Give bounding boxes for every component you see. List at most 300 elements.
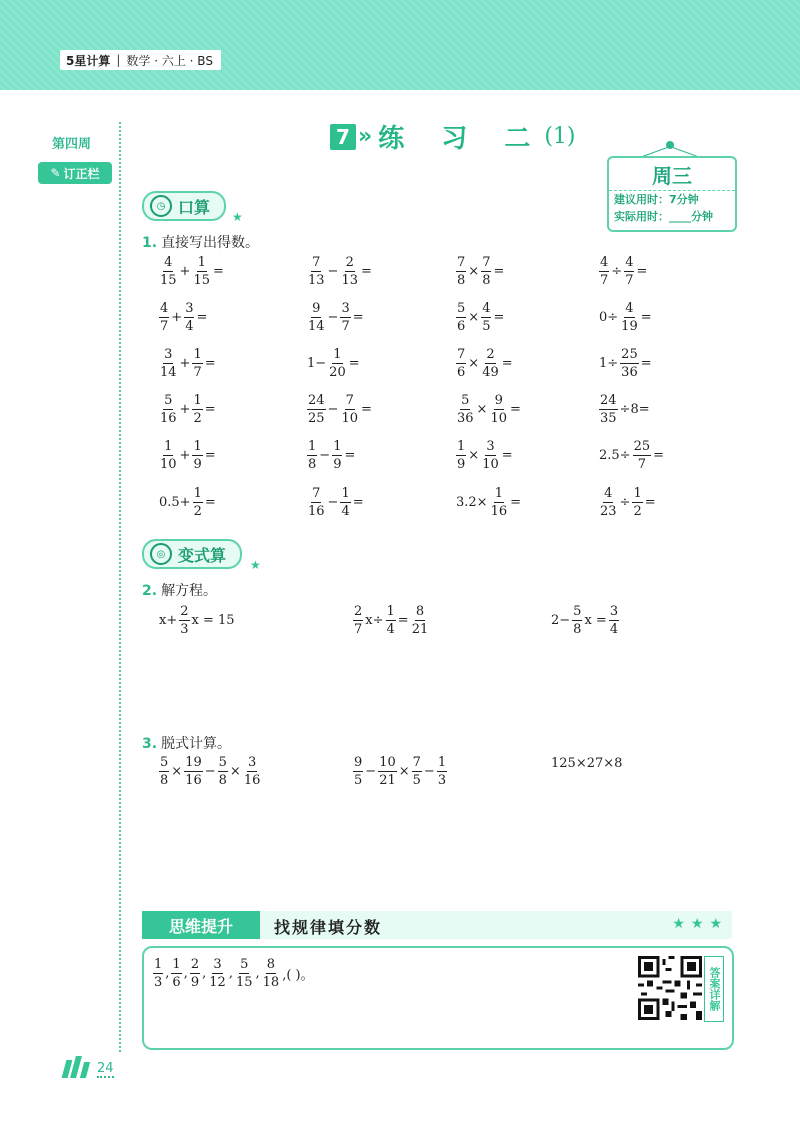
denominator: 21 <box>379 773 396 788</box>
numerator: 25 <box>621 347 638 362</box>
fraction <box>243 756 262 787</box>
operator: − <box>327 264 339 279</box>
operator: = <box>493 310 505 325</box>
denominator: 16 <box>185 773 202 788</box>
operator: x+ <box>159 613 178 628</box>
q2-equation <box>352 605 430 636</box>
fraction <box>159 348 178 379</box>
book-spines-icon <box>64 1056 91 1078</box>
fraction <box>572 605 582 636</box>
q1-expression <box>598 487 657 518</box>
numerator: 2 <box>345 255 354 270</box>
fraction <box>307 302 326 333</box>
denominator: 5 <box>412 773 421 788</box>
operator: × <box>468 448 480 463</box>
fraction <box>184 302 194 333</box>
numerator: 1 <box>494 486 503 501</box>
fraction <box>481 440 500 471</box>
fraction <box>620 302 639 333</box>
fraction <box>235 958 254 989</box>
fraction <box>153 958 163 989</box>
fraction <box>456 394 475 425</box>
operator: + <box>179 264 191 279</box>
numerator: 5 <box>240 957 249 972</box>
star-icon: ★ <box>250 558 261 572</box>
numerator: 4 <box>604 486 613 501</box>
q2-equation <box>550 605 620 636</box>
target-icon: ◎ <box>150 543 172 565</box>
q1-expression <box>306 440 356 471</box>
fraction <box>218 756 228 787</box>
q1-expression <box>598 256 648 287</box>
q1-expression <box>455 487 522 518</box>
numerator: 1 <box>457 439 466 454</box>
denominator: 3 <box>180 622 189 637</box>
operator: , <box>183 966 188 981</box>
q2-number: 2. <box>142 583 158 599</box>
fraction <box>632 487 642 518</box>
operator: = <box>501 448 513 463</box>
numerator: 1 <box>193 393 202 408</box>
operator: = <box>510 495 522 510</box>
title-text: 练 习 二 <box>378 124 545 154</box>
q2-equation <box>158 605 236 636</box>
operator: 125×27×8 <box>551 756 623 771</box>
operator: = <box>204 448 216 463</box>
numerator: 3 <box>341 301 350 316</box>
operator: , <box>202 966 207 981</box>
denominator: 9 <box>193 457 202 472</box>
denominator: 4 <box>341 504 350 519</box>
operator: × <box>229 764 241 779</box>
operator: = <box>348 356 360 371</box>
operator: = <box>204 356 216 371</box>
denominator: 14 <box>160 365 177 380</box>
q1-expression <box>455 394 522 425</box>
operator: × <box>398 764 410 779</box>
operator: = <box>501 356 513 371</box>
fraction <box>456 302 466 333</box>
actual-time: 实际用时：____分钟 <box>614 210 713 223</box>
operator: + <box>179 356 191 371</box>
numerator: 24 <box>600 393 617 408</box>
book-tag <box>60 50 221 70</box>
numerator: 7 <box>482 255 491 270</box>
operator: 2− <box>551 613 571 628</box>
numerator: 1 <box>308 439 317 454</box>
denominator: 3 <box>154 975 163 990</box>
operator: 1− <box>307 356 327 371</box>
operator: = <box>640 356 652 371</box>
page-number: 24 <box>97 1061 114 1076</box>
q1-expression <box>158 348 217 379</box>
numerator: 7 <box>345 393 354 408</box>
q1-number: 1. <box>142 235 158 251</box>
numerator: 7 <box>312 486 321 501</box>
fraction <box>599 394 618 425</box>
denominator: 10 <box>490 411 507 426</box>
denominator: 4 <box>386 622 395 637</box>
numerator: 24 <box>308 393 325 408</box>
q1-expression <box>306 348 361 379</box>
numerator: 1 <box>193 439 202 454</box>
fraction <box>159 394 178 425</box>
numerator: 7 <box>412 755 421 770</box>
operator: ÷ <box>611 264 623 279</box>
numerator: 1 <box>193 486 202 501</box>
fraction <box>340 302 350 333</box>
suggested-time: 建议用时：7分钟 <box>614 193 699 206</box>
numerator: 1 <box>437 755 447 770</box>
sequence-expression <box>152 958 315 989</box>
denominator: 5 <box>354 773 363 788</box>
operator: = <box>510 402 521 417</box>
q2-prompt <box>142 580 217 600</box>
denominator: 2 <box>193 411 202 426</box>
q2-text: 解方程。 <box>161 583 218 599</box>
week-label: 第四周 <box>52 137 92 152</box>
fraction <box>208 958 227 989</box>
chevron-right-icon: » <box>358 124 373 149</box>
denominator: 7 <box>354 622 363 637</box>
numerator: 1 <box>197 255 206 270</box>
stopwatch-icon: ◷ <box>150 195 172 217</box>
operator: × <box>468 264 480 279</box>
q1-expression <box>158 256 225 287</box>
numerator: 9 <box>312 301 321 316</box>
q1-expression <box>306 394 373 425</box>
numerator: 5 <box>160 755 169 770</box>
q1-expression <box>598 394 651 425</box>
operator: = <box>352 310 364 325</box>
operator: , <box>228 966 233 981</box>
q3-expression <box>352 756 448 787</box>
operator: = <box>204 402 216 417</box>
fraction <box>378 756 397 787</box>
fraction <box>192 394 202 425</box>
fraction <box>307 440 317 471</box>
denominator: 13 <box>308 273 325 288</box>
denominator: 6 <box>457 365 466 380</box>
denominator: 8 <box>160 773 169 788</box>
fraction <box>192 256 211 287</box>
q3-prompt <box>142 733 231 753</box>
operator: = <box>493 264 505 279</box>
thinking-title: 找规律填分数 <box>274 918 383 937</box>
page-title <box>330 118 576 155</box>
q1-expression <box>306 487 365 518</box>
fraction <box>599 256 609 287</box>
denominator: 15 <box>193 273 210 288</box>
q1-expression <box>306 256 373 287</box>
fraction <box>184 756 203 787</box>
numerator: 3 <box>164 347 173 362</box>
fraction <box>192 440 202 471</box>
q1-expression <box>455 348 514 379</box>
operator: x = <box>584 613 607 628</box>
denominator: 21 <box>411 622 429 637</box>
fraction <box>190 958 200 989</box>
numerator: 1 <box>333 439 342 454</box>
day-label: 周三 <box>609 158 735 191</box>
fraction <box>353 756 363 787</box>
operator: ÷ <box>619 495 631 510</box>
sidebar-divider <box>119 122 121 1052</box>
page-footer <box>64 1056 114 1078</box>
numerator: 1 <box>633 486 642 501</box>
answer-detail-tag[interactable]: 答案详解 <box>704 956 724 1022</box>
qr-code-icon[interactable] <box>638 956 702 1020</box>
q1-expression <box>455 302 505 333</box>
denominator: 12 <box>209 975 226 990</box>
numerator: 19 <box>185 755 202 770</box>
fraction <box>620 348 639 379</box>
operator: − <box>327 402 339 417</box>
section-variant <box>142 539 242 569</box>
denominator: 25 <box>308 411 325 426</box>
thinking-tag: 思维提升 <box>142 911 260 939</box>
denominator: 6 <box>457 319 466 334</box>
fraction <box>481 302 491 333</box>
numerator: 4 <box>600 255 609 270</box>
operator: = <box>653 448 665 463</box>
operator: = <box>196 310 208 325</box>
numerator: 1 <box>164 439 173 454</box>
denominator: 8 <box>308 457 317 472</box>
lesson-number: 7 <box>330 124 356 150</box>
denominator: 9 <box>457 457 466 472</box>
operator: , <box>255 966 260 981</box>
denominator: 35 <box>600 411 617 426</box>
operator: − <box>204 764 216 779</box>
numerator: 3 <box>213 957 222 972</box>
denominator: 23 <box>600 504 617 519</box>
numerator: 9 <box>354 755 363 770</box>
q3-text: 脱式计算。 <box>161 736 232 752</box>
denominator: 16 <box>160 411 177 426</box>
numerator: 3 <box>185 301 194 316</box>
numerator: 1 <box>172 957 181 972</box>
difficulty-stars: ★★★ <box>672 916 728 932</box>
fraction <box>307 256 326 287</box>
numerator: 5 <box>461 393 470 408</box>
denominator: 8 <box>482 273 491 288</box>
denominator: 10 <box>160 457 177 472</box>
section-oral-label: 口算 <box>178 197 211 217</box>
q1-prompt <box>142 232 259 252</box>
q1-expression <box>158 487 217 518</box>
fraction <box>307 487 326 518</box>
denominator: 8 <box>218 773 227 788</box>
pin-icon <box>666 141 674 149</box>
fraction <box>159 256 178 287</box>
numerator: 5 <box>573 604 582 619</box>
section-oral <box>142 191 226 221</box>
operator: = <box>213 264 224 279</box>
denominator: 36 <box>457 411 474 426</box>
operator: = <box>644 495 656 510</box>
numerator: 4 <box>625 301 634 316</box>
operator: = <box>397 613 409 628</box>
fraction <box>624 256 634 287</box>
brand: 5星计算 <box>66 53 111 68</box>
numerator: 5 <box>218 755 227 770</box>
star-icon: ★ <box>232 210 243 224</box>
denominator: 6 <box>172 975 181 990</box>
denominator: 9 <box>190 975 200 990</box>
fraction <box>340 487 350 518</box>
operator: = <box>361 402 372 417</box>
denominator: 9 <box>333 457 342 472</box>
denominator: 7 <box>625 273 634 288</box>
denominator: 16 <box>308 504 325 519</box>
correction-column-tag <box>38 162 112 184</box>
fraction <box>456 348 466 379</box>
q1-expression <box>158 302 208 333</box>
denominator: 15 <box>160 273 177 288</box>
denominator: 10 <box>341 411 358 426</box>
fraction <box>386 605 396 636</box>
denominator: 16 <box>490 504 508 519</box>
fraction <box>159 302 169 333</box>
numerator: 25 <box>633 439 651 454</box>
q1-text: 直接写出得数。 <box>161 235 260 251</box>
denominator: 18 <box>262 975 280 990</box>
fraction <box>481 256 491 287</box>
fraction <box>411 605 430 636</box>
operator: = <box>640 310 652 325</box>
q3-number: 3. <box>142 736 158 752</box>
numerator: 7 <box>457 347 466 362</box>
thinking-header <box>142 911 732 939</box>
denominator: 7 <box>341 319 350 334</box>
q1-expression <box>455 256 505 287</box>
numerator: 3 <box>486 439 495 454</box>
numerator: 10 <box>379 755 396 770</box>
correction-label: 订正栏 <box>63 166 100 181</box>
denominator: 8 <box>573 622 582 637</box>
operator: 0.5+ <box>159 495 191 510</box>
fraction <box>340 394 359 425</box>
numerator: 4 <box>482 301 491 316</box>
operator: × <box>468 356 480 371</box>
denominator: 19 <box>621 319 638 334</box>
denominator: 7 <box>160 319 169 334</box>
operator: x÷ <box>365 613 384 628</box>
numerator: 5 <box>457 301 466 316</box>
numerator: 1 <box>333 347 342 362</box>
numerator: 3 <box>247 755 257 770</box>
numerator: 4 <box>625 255 634 270</box>
fraction <box>328 348 347 379</box>
fraction <box>609 605 619 636</box>
pencil-icon: ✎ <box>50 166 61 180</box>
q1-expression <box>598 348 653 379</box>
operator: = <box>636 264 648 279</box>
denominator: 49 <box>482 365 499 380</box>
q1-expression <box>306 302 365 333</box>
operator: − <box>423 764 435 779</box>
denominator: 2 <box>633 504 642 519</box>
numerator: 7 <box>312 255 321 270</box>
fraction <box>340 256 359 287</box>
denominator: 7 <box>637 457 646 472</box>
denominator: 7 <box>193 365 202 380</box>
q1-expression <box>598 440 665 471</box>
numerator: 9 <box>494 393 503 408</box>
operator: = <box>352 495 364 510</box>
q3-expression <box>158 756 262 787</box>
numerator: 1 <box>193 347 202 362</box>
denominator: 20 <box>329 365 346 380</box>
operator: ,( )。 <box>282 968 314 983</box>
numerator: 1 <box>154 957 163 972</box>
numerator: 2 <box>190 957 200 972</box>
operator: = <box>361 264 372 279</box>
denominator: 14 <box>308 319 325 334</box>
q1-expression <box>598 302 653 333</box>
day-card <box>607 156 737 232</box>
fraction <box>159 756 169 787</box>
fraction <box>192 348 202 379</box>
numerator: 3 <box>609 604 619 619</box>
fraction <box>633 440 652 471</box>
fraction <box>307 394 326 425</box>
fraction <box>437 756 447 787</box>
operator: 2.5÷ <box>599 448 631 463</box>
operator: × <box>476 402 488 417</box>
fraction <box>489 394 508 425</box>
operator: − <box>365 764 377 779</box>
operator: 0÷ <box>599 310 619 325</box>
operator: × <box>468 310 480 325</box>
numerator: 4 <box>164 255 173 270</box>
numerator: 1 <box>341 486 350 501</box>
operator: × <box>171 764 183 779</box>
operator: + <box>171 310 183 325</box>
denominator: 15 <box>235 975 253 990</box>
denominator: 4 <box>185 319 194 334</box>
q1-expression <box>455 440 514 471</box>
numerator: 2 <box>180 604 189 619</box>
numerator: 2 <box>354 604 363 619</box>
fraction <box>456 256 466 287</box>
numerator: 2 <box>486 347 495 362</box>
numerator: 1 <box>386 604 395 619</box>
denominator: 5 <box>482 319 491 334</box>
operator: − <box>319 448 331 463</box>
denominator: 4 <box>609 622 619 637</box>
separator: | <box>116 53 121 67</box>
denominator: 2 <box>193 504 202 519</box>
fraction <box>481 348 500 379</box>
denominator: 36 <box>621 365 638 380</box>
denominator: 8 <box>457 273 466 288</box>
operator: − <box>327 310 339 325</box>
numerator: 8 <box>415 604 425 619</box>
operator: ÷8= <box>619 402 650 417</box>
header-band <box>0 0 800 90</box>
numerator: 7 <box>457 255 466 270</box>
section-variant-label: 变式算 <box>178 545 227 565</box>
q1-expression <box>158 440 217 471</box>
denominator: 3 <box>437 773 447 788</box>
fraction <box>332 440 342 471</box>
title-sub: (1) <box>544 124 576 149</box>
q3-expression <box>550 756 623 771</box>
operator: 1÷ <box>599 356 619 371</box>
operator: = <box>204 495 216 510</box>
